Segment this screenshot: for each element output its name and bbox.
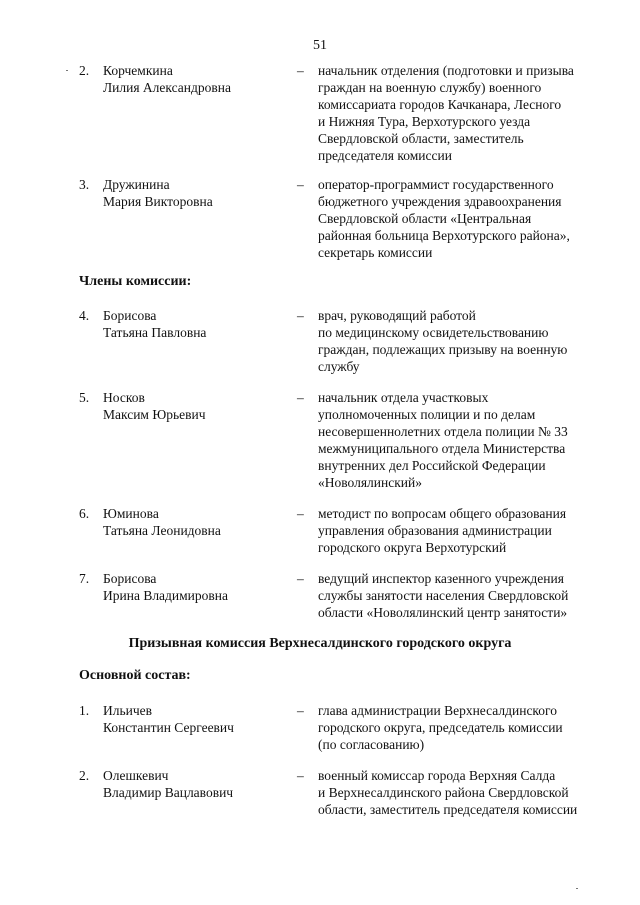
member-position bbox=[318, 307, 618, 375]
member-given-names: Ирина Владимировна bbox=[103, 588, 229, 603]
position-line: бюджетного учреждения здравоохранения bbox=[318, 194, 562, 209]
member-surname: Борисова bbox=[103, 571, 157, 586]
position-line: районная больница Верхотурского района», bbox=[318, 228, 570, 243]
position-line: Свердловской области, заместитель bbox=[318, 131, 524, 146]
member-name bbox=[103, 176, 283, 210]
member-number: 2. bbox=[79, 63, 90, 78]
member-position bbox=[318, 62, 618, 164]
member-number: 7. bbox=[79, 571, 90, 586]
position-line: врач, руководящий работой bbox=[318, 308, 476, 323]
separator-dash: – bbox=[297, 177, 304, 192]
member-position bbox=[318, 570, 618, 621]
member-given-names: Максим Юрьевич bbox=[103, 407, 206, 422]
member-name bbox=[103, 62, 283, 96]
member-surname: Дружинина bbox=[103, 177, 170, 192]
separator-dash: – bbox=[297, 308, 304, 323]
member-position bbox=[318, 389, 618, 491]
member-surname: Юминова bbox=[103, 506, 159, 521]
position-line: военный комиссар города Верхняя Салда bbox=[318, 768, 556, 783]
member-surname: Корчемкина bbox=[103, 63, 173, 78]
member-name bbox=[103, 505, 283, 539]
position-line: Свердловской области «Центральная bbox=[318, 211, 532, 226]
main-composition-heading: Основной состав: bbox=[79, 668, 191, 683]
member-position bbox=[318, 767, 618, 818]
position-line: управления образования администрации bbox=[318, 523, 552, 538]
separator-dash: – bbox=[297, 571, 304, 586]
member-surname: Ильичев bbox=[103, 703, 153, 718]
member-name bbox=[103, 702, 283, 736]
separator-dash: – bbox=[297, 506, 304, 521]
position-line: области «Новолялинский центр занятости» bbox=[318, 605, 568, 620]
commission-title: Призывная комиссия Верхнесалдинского городского округа bbox=[128, 636, 512, 651]
member-number: 4. bbox=[79, 308, 90, 323]
member-number: 1. bbox=[79, 703, 90, 718]
position-line: несовершеннолетних отдела полиции № 33 bbox=[318, 424, 568, 439]
member-number: 6. bbox=[79, 506, 90, 521]
position-line: межмуниципального отдела Министерства bbox=[318, 441, 566, 456]
position-line: методист по вопросам общего образования bbox=[318, 506, 567, 521]
position-line: (по согласованию) bbox=[318, 737, 425, 752]
member-number: 5. bbox=[79, 390, 90, 405]
position-line: секретарь комиссии bbox=[318, 245, 433, 260]
member-position bbox=[318, 505, 618, 556]
position-line: граждан, подлежащих призыву на военную bbox=[318, 342, 568, 357]
members-heading: Члены комиссии: bbox=[79, 274, 192, 289]
member-given-names: Владимир Вацлавович bbox=[103, 785, 234, 800]
member-position bbox=[318, 176, 618, 261]
position-line: области, заместитель председателя комиссии bbox=[318, 802, 578, 817]
scan-speck bbox=[576, 888, 578, 889]
member-number: 3. bbox=[79, 177, 90, 192]
member-given-names: Мария Викторовна bbox=[103, 194, 213, 209]
position-line: и Нижняя Тура, Верхотурского уезда bbox=[318, 114, 531, 129]
position-line: глава администрации Верхнесалдинского bbox=[318, 703, 558, 718]
position-line: по медицинскому освидетельствованию bbox=[318, 325, 549, 340]
member-given-names: Татьяна Леонидовна bbox=[103, 523, 221, 538]
member-number: 2. bbox=[79, 768, 90, 783]
member-surname: Борисова bbox=[103, 308, 157, 323]
separator-dash: – bbox=[297, 390, 304, 405]
position-line: городского округа, председатель комиссии bbox=[318, 720, 563, 735]
scan-speck bbox=[66, 70, 68, 71]
position-line: внутренних дел Российской Федерации bbox=[318, 458, 546, 473]
position-line: «Новолялинский» bbox=[318, 475, 422, 490]
position-line: комиссариата городов Качканара, Лесного bbox=[318, 97, 562, 112]
member-name bbox=[103, 307, 283, 341]
position-line: службы занятости населения Свердловской bbox=[318, 588, 569, 603]
position-line: уполномоченных полиции и по делам bbox=[318, 407, 536, 422]
separator-dash: – bbox=[297, 703, 304, 718]
position-line: и Верхнесалдинского района Свердловской bbox=[318, 785, 569, 800]
member-surname: Носков bbox=[103, 390, 145, 405]
member-surname: Олешкевич bbox=[103, 768, 169, 783]
position-line: оператор-программист государственного bbox=[318, 177, 554, 192]
position-line: ведущий инспектор казенного учреждения bbox=[318, 571, 564, 586]
member-given-names: Лилия Александровна bbox=[103, 80, 231, 95]
member-name bbox=[103, 389, 283, 423]
position-line: городского округа Верхотурский bbox=[318, 540, 507, 555]
position-line: председателя комиссии bbox=[318, 148, 452, 163]
member-position bbox=[318, 702, 618, 753]
member-name bbox=[103, 570, 283, 604]
position-line: службу bbox=[318, 359, 360, 374]
separator-dash: – bbox=[297, 63, 304, 78]
position-line: начальник отделения (подготовки и призыва bbox=[318, 63, 574, 78]
position-line: граждан на военную службу) военного bbox=[318, 80, 542, 95]
member-given-names: Татьяна Павловна bbox=[103, 325, 207, 340]
position-line: начальник отдела участковых bbox=[318, 390, 489, 405]
member-given-names: Константин Сергеевич bbox=[103, 720, 234, 735]
separator-dash: – bbox=[297, 768, 304, 783]
member-name bbox=[103, 767, 283, 801]
page-number: 51 bbox=[313, 38, 327, 53]
